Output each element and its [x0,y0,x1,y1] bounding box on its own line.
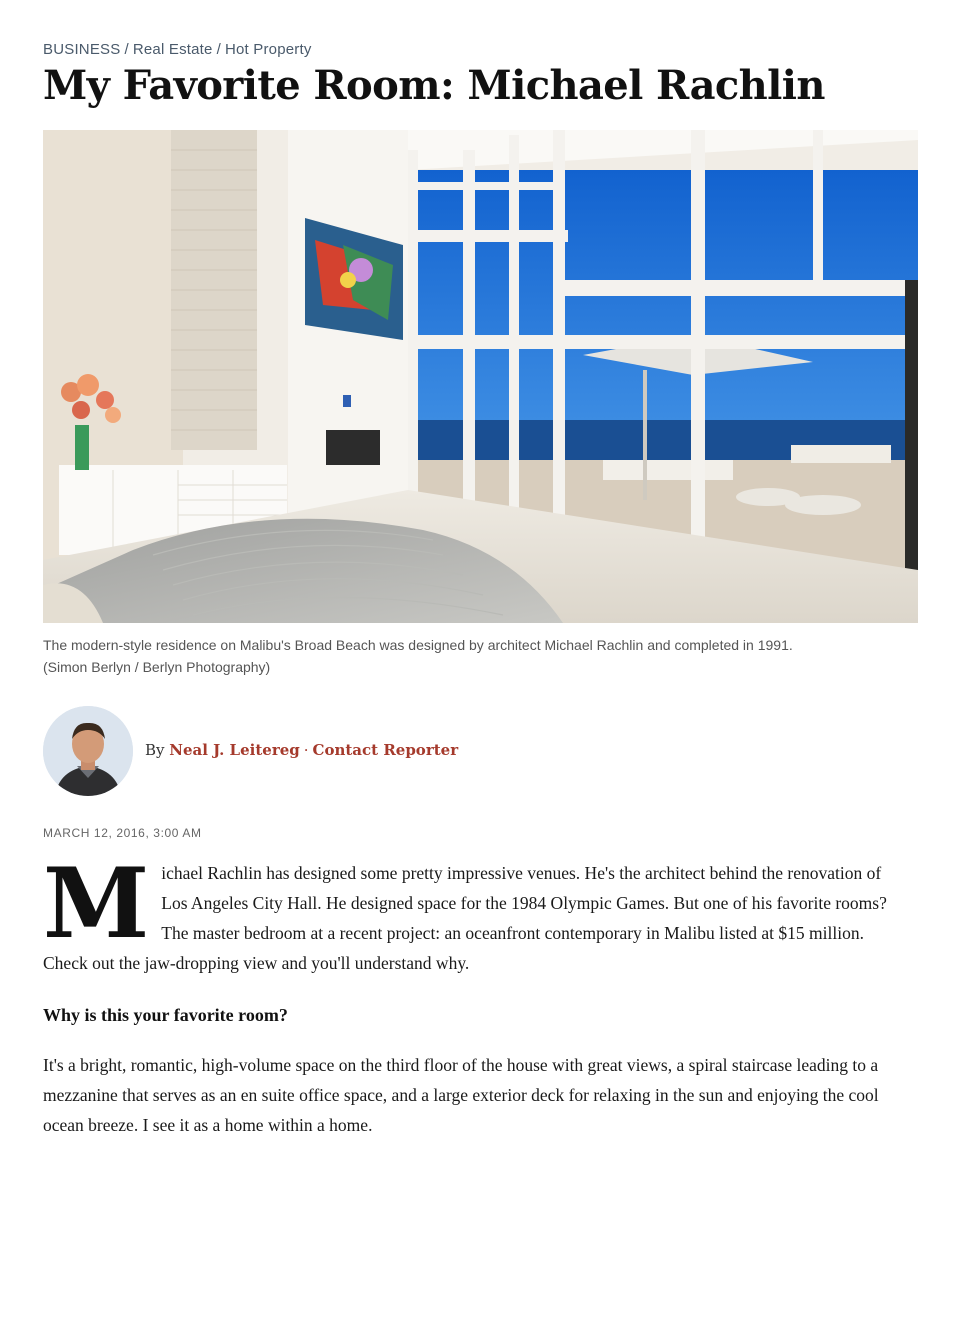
breadcrumb-business-link[interactable]: BUSINESS [43,41,121,58]
breadcrumb-hot-property-link[interactable]: Hot Property [224,41,312,58]
breadcrumb [43,41,312,58]
intro-text: ichael Rachlin has designed some pretty impressive venues. He's the architect behind the renovation of Los Angeles City Hall. He designed space for the 1984 Olympic Games. But one of his favorite rooms? The master bedroom at a recent project: an oceanfront contemporary in Malibu listed at $15 million. Check out the jaw-dropping view and you'll understand why. [43,863,887,973]
photo-caption-text: The modern-style residence on Malibu's Broad Beach was designed by architect Michael Rachlin and completed in 1991. [43,637,793,653]
page-title: My Favorite Room: Michael Rachlin [43,62,825,109]
drop-cap: M [43,847,148,960]
contact-reporter-link[interactable]: Contact Reporter [312,741,459,759]
intro-paragraph [43,847,905,978]
author-link[interactable]: Neal J. Leitereg [169,741,300,759]
question-heading: Why is this your favorite room? [43,1005,288,1025]
answer-paragraph: It's a bright, romantic, high-volume space on the third floor of the house with great views, a spiral staircase leading to a mezzanine that serves as an en suite office space, and a large exterior deck for relaxing in the sun and enjoying the cool ocean breeze. I see it as a home within a home. [43,1055,879,1135]
breadcrumb-separator: / [216,41,221,58]
breadcrumb-separator: / [124,41,129,58]
breadcrumb-real-estate-link[interactable]: Real Estate [132,41,213,58]
photo-caption [43,634,903,678]
photo-credit: (Simon Berlyn / Berlyn Photography) [43,659,271,675]
byline-separator: · [303,741,309,759]
publish-date: MARCH 12, 2016, 3:00 AM [43,826,202,840]
byline-prefix: By [145,741,165,759]
byline [145,741,458,759]
article-body [43,847,905,1162]
author-avatar[interactable] [43,706,133,796]
hero-photo [43,130,918,623]
